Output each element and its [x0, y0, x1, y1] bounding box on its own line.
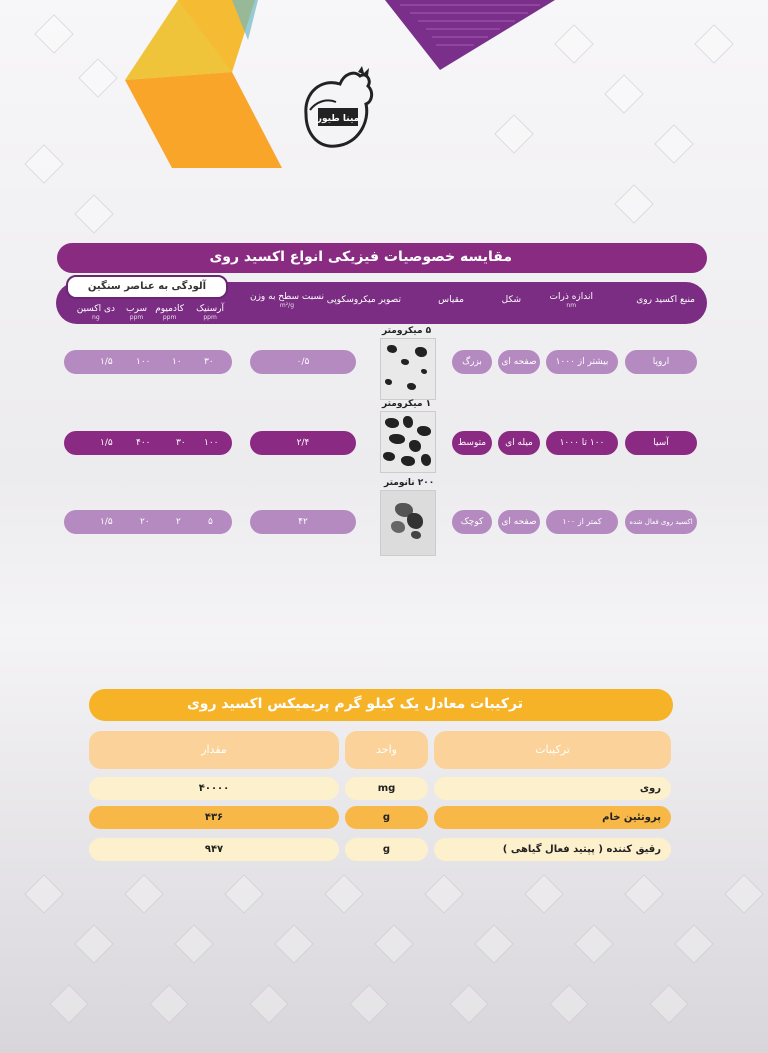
row-diluent-unit: g: [345, 838, 428, 861]
physical-comparison-title-bar: [57, 243, 707, 273]
header-unit: واحد: [345, 731, 428, 769]
premix-composition-title-bar: [89, 689, 673, 721]
row-diluent-amount: ۹۴۷: [89, 838, 339, 861]
row2-shape: میله ای: [498, 431, 540, 455]
row2-arsenic: ۱۰۰: [204, 438, 219, 448]
row3-surface-ratio: ۴۲: [250, 510, 356, 534]
row3-heavy-metals: [64, 510, 232, 534]
row2-cadmium: ۳۰: [176, 438, 186, 448]
row3-dioxin: ۱/۵: [100, 517, 113, 527]
header-source: منبع اکسید روی: [636, 295, 695, 305]
row3-size: کمتر از ۱۰۰: [546, 510, 618, 534]
premix-composition-title: ترکیبات معادل یک کیلو گرم پریمیکس اکسید روی: [186, 696, 523, 712]
row-zinc-unit: mg: [345, 777, 428, 800]
row3-scale: کوچک: [452, 510, 492, 534]
row-protein-name: پروتئین خام: [434, 806, 671, 829]
row1-shape: صفحه ای: [498, 350, 540, 374]
header-composition: ترکیبات: [434, 731, 671, 769]
row1-cadmium: ۱۰: [172, 357, 182, 367]
row2-microscope-image: [380, 411, 436, 473]
row1-scale: بزرگ: [452, 350, 492, 374]
row1-dioxin: ۱/۵: [100, 357, 113, 367]
row1-surface-ratio: ۰/۵: [250, 350, 356, 374]
row1-arsenic: ۳۰: [204, 357, 214, 367]
row-diluent-name: رقیق کننده ( پپتید فعال گیاهی ): [434, 838, 671, 861]
row3-source: اکسید روی فعال شده: [625, 510, 697, 534]
physical-comparison-title: مقایسه خصوصیات فیزیکی انواع اکسید روی: [209, 249, 512, 265]
row2-micro-caption: ۱ میکرومتر: [382, 399, 432, 409]
row-zinc-amount: ۴۰۰۰۰: [89, 777, 339, 800]
row1-size: بیشتر از ۱۰۰۰: [546, 350, 618, 374]
header-microscope: تصویر میکروسکوپی: [326, 295, 401, 305]
brand-logo: [296, 64, 380, 156]
header-lead: سرب ppm: [126, 304, 147, 321]
heavy-metals-label: آلودگی به عناصر سنگین: [66, 275, 228, 299]
row1-lead: ۱۰۰: [136, 357, 151, 367]
row2-surface-ratio: ۲/۴: [250, 431, 356, 455]
rooster-icon: [296, 64, 380, 156]
header-particle-size: اندازه ذرات nm: [549, 292, 593, 309]
row2-size: ۱۰۰ تا ۱۰۰۰: [546, 431, 618, 455]
row2-scale: متوسط: [452, 431, 492, 455]
row3-lead: ۲۰: [140, 517, 150, 527]
row2-source: آسیا: [625, 431, 697, 455]
row1-micro-caption: ۵ میکرومتر: [382, 326, 432, 336]
row3-cadmium: ۲: [176, 517, 181, 527]
row2-dioxin: ۱/۵: [100, 438, 113, 448]
svg-text:مینا طیور: مینا طیور: [316, 114, 360, 124]
header-shape: شکل: [501, 295, 521, 305]
header-amount: مقدار: [89, 731, 339, 769]
row1-microscope-image: [380, 338, 436, 400]
row2-heavy-metals: [64, 431, 232, 455]
row3-shape: صفحه ای: [498, 510, 540, 534]
header-dioxin: دی اکسین ng: [76, 304, 115, 321]
row1-source: اروپا: [625, 350, 697, 374]
header-scale: مقیاس: [438, 295, 464, 305]
header-cadmium: کادمیوم ppm: [155, 304, 184, 321]
row-protein-unit: g: [345, 806, 428, 829]
row2-lead: ۴۰۰: [136, 438, 151, 448]
header-arsenic: آرسنیک ppm: [196, 304, 224, 321]
row3-microscope-image: [380, 490, 436, 556]
row3-arsenic: ۵: [208, 517, 213, 527]
row3-micro-caption: ۲۰۰ نانومتر: [384, 478, 435, 488]
row-zinc-name: روی: [434, 777, 671, 800]
row-protein-amount: ۴۳۶: [89, 806, 339, 829]
row1-heavy-metals: [64, 350, 232, 374]
header-surface-ratio: نسبت سطح به وزن m²/g: [249, 292, 324, 309]
